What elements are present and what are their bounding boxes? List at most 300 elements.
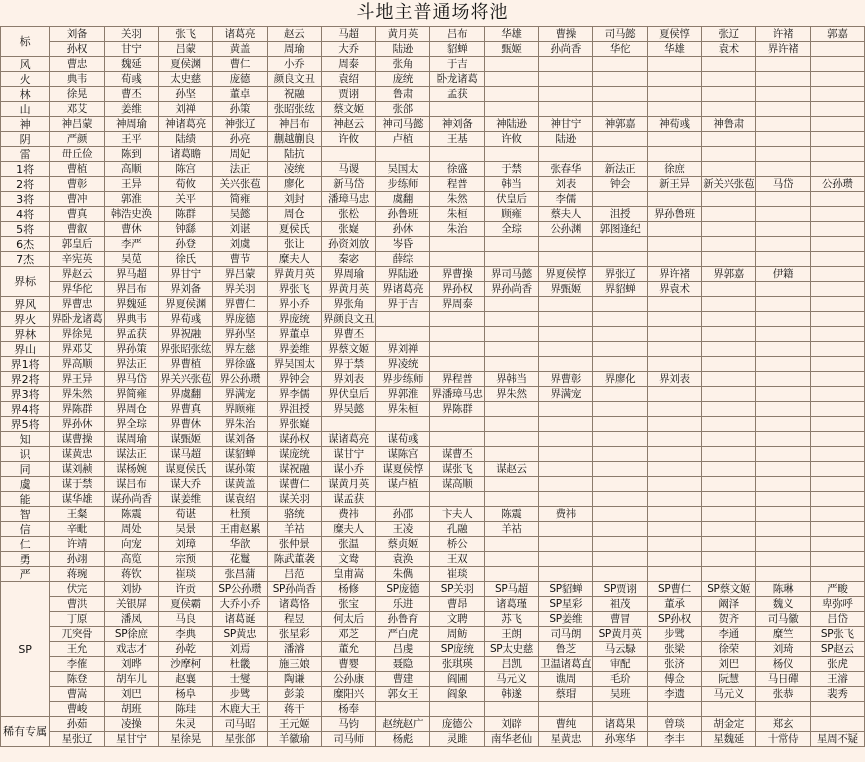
hero-cell: SP黄月英 — [593, 627, 647, 642]
hero-cell: 法正 — [213, 162, 267, 177]
hero-cell: 界满宠 — [539, 387, 593, 402]
hero-cell — [539, 297, 593, 312]
hero-cell — [702, 477, 756, 492]
hero-cell: 曹洪 — [50, 597, 104, 612]
hero-cell — [702, 162, 756, 177]
hero-cell — [810, 462, 864, 477]
hero-row — [1, 282, 865, 297]
hero-cell: 蒋干 — [267, 702, 321, 717]
hero-cell — [593, 387, 647, 402]
hero-cell — [810, 552, 864, 567]
hero-cell: 辛宪英 — [50, 252, 104, 267]
hero-cell: 谋赵云 — [484, 462, 538, 477]
hero-cell: 界黄月英 — [267, 267, 321, 282]
hero-cell — [484, 492, 538, 507]
hero-cell: 张宝 — [321, 597, 375, 612]
hero-row — [1, 87, 865, 102]
hero-cell: 谋曹丕 — [430, 447, 484, 462]
hero-row — [1, 297, 865, 312]
hero-cell: 谋孟获 — [321, 492, 375, 507]
hero-cell: 文聘 — [430, 612, 484, 627]
hero-cell: SP孙尚香 — [267, 582, 321, 597]
hero-cell — [484, 102, 538, 117]
hero-cell: 界钟会 — [267, 372, 321, 387]
hero-cell: 卫温诸葛直 — [540, 657, 592, 670]
hero-cell: SP关羽 — [430, 582, 484, 597]
hero-cell: 马谡 — [321, 162, 375, 177]
hero-cell: 星魏延 — [702, 732, 756, 747]
hero-cell: 裴秀 — [810, 687, 864, 702]
hero-cell: 王粲 — [50, 507, 104, 522]
hero-row — [1, 147, 865, 162]
hero-cell — [376, 327, 430, 342]
hero-cell: 刘备 — [50, 27, 104, 42]
hero-cell — [484, 552, 538, 567]
hero-cell: 凌统 — [267, 162, 321, 177]
hero-cell — [430, 342, 484, 357]
hero-cell: 关银屏 — [104, 597, 158, 612]
hero-cell — [756, 522, 810, 537]
hero-cell: 谋卢植 — [376, 477, 430, 492]
hero-cell: 花鬘 — [213, 552, 267, 567]
hero-cell: 辛毗 — [50, 522, 104, 537]
hero-cell: 孙翊 — [50, 552, 104, 567]
hero-cell: 糜夫人 — [321, 522, 375, 537]
hero-cell — [702, 102, 756, 117]
category-label: 勇 — [1, 552, 50, 567]
hero-cell: 张昭张纮 — [267, 102, 321, 117]
hero-cell — [593, 477, 647, 492]
category-label: 界火 — [1, 312, 50, 327]
hero-cell: 星徐晃 — [158, 732, 212, 747]
hero-cell — [593, 702, 647, 717]
hero-cell: 马钧 — [321, 717, 375, 732]
hero-row — [1, 732, 865, 747]
category-label: 知 — [1, 432, 50, 447]
hero-cell: 界曹丕 — [321, 327, 375, 342]
hero-cell: 羊祜 — [267, 522, 321, 537]
hero-cell: 司马师 — [321, 732, 375, 747]
hero-cell: 界曹忠 — [50, 297, 104, 312]
hero-cell — [647, 402, 701, 417]
hero-cell: 谋刘备 — [213, 432, 267, 447]
hero-cell: 界步练师 — [376, 372, 430, 387]
hero-cell: 界伏皇后 — [321, 387, 375, 402]
category-label: 智 — [1, 507, 50, 522]
category-label: 界5将 — [1, 417, 50, 432]
hero-cell — [810, 237, 864, 252]
hero-cell: 阮慧 — [702, 672, 756, 687]
hero-cell — [810, 537, 864, 552]
hero-cell — [702, 552, 756, 567]
hero-cell: 司马昭 — [213, 717, 267, 732]
hero-cell — [756, 282, 810, 297]
hero-cell — [647, 567, 701, 582]
category-label: 4将 — [1, 207, 50, 222]
hero-cell: 王平 — [104, 132, 158, 147]
hero-cell: 张角 — [376, 57, 430, 72]
hero-cell: 刘琦 — [756, 642, 810, 657]
hero-cell: 荀谌 — [158, 507, 212, 522]
hero-cell — [756, 477, 810, 492]
hero-cell: 李儒 — [539, 192, 593, 207]
hero-cell: 张梁 — [647, 642, 701, 657]
hero-cell: 骆统 — [267, 507, 321, 522]
hero-cell: 顾雍 — [484, 207, 538, 222]
hero-cell: 孙登 — [158, 237, 212, 252]
hero-cell: 界张嶷 — [267, 417, 321, 432]
hero-cell: 界孙尚香 — [484, 282, 538, 297]
hero-cell: 刘辟 — [484, 717, 538, 732]
hero-cell — [702, 282, 756, 297]
hero-cell — [647, 132, 701, 147]
hero-cell: 灵雎 — [430, 732, 484, 747]
hero-cell: 神吕蒙 — [50, 117, 104, 132]
hero-cell: 陈到 — [104, 147, 158, 162]
hero-cell — [702, 237, 756, 252]
hero-cell: 杜预 — [213, 507, 267, 522]
hero-cell: 胡班 — [104, 702, 158, 717]
hero-cell — [484, 312, 538, 327]
hero-cell: 十常侍 — [756, 732, 810, 747]
hero-row — [1, 72, 865, 87]
hero-cell: 谋祝融 — [267, 462, 321, 477]
hero-cell — [593, 147, 647, 162]
hero-cell: 曹建 — [376, 672, 430, 687]
hero-cell: 高览 — [104, 552, 158, 567]
hero-cell: 小乔 — [267, 57, 321, 72]
hero-row — [1, 702, 865, 717]
hero-cell: 孙策 — [213, 102, 267, 117]
hero-cell — [756, 162, 810, 177]
hero-cell — [756, 702, 810, 717]
hero-cell: SP黄忠 — [213, 627, 267, 642]
hero-cell: 界顾雍 — [213, 402, 267, 417]
hero-cell: 蔡贞姬 — [376, 537, 430, 552]
hero-row — [1, 522, 865, 537]
hero-cell — [484, 537, 538, 552]
hero-cell: 诸葛瞻 — [158, 147, 212, 162]
hero-cell: SP徐庶 — [104, 627, 158, 642]
category-label: 稀有专属 — [1, 717, 50, 747]
hero-cell — [593, 357, 647, 372]
category-label: 界2将 — [1, 372, 50, 387]
hero-cell: 黄月英 — [376, 27, 430, 42]
hero-cell: SP貂蝉 — [539, 582, 593, 597]
hero-cell: 星甘宁 — [104, 732, 158, 747]
hero-cell — [593, 522, 647, 537]
hero-row — [1, 477, 865, 492]
hero-cell: 伏完 — [50, 582, 104, 597]
hero-cell: 许靖 — [50, 537, 104, 552]
hero-cell: 宗预 — [158, 552, 212, 567]
hero-cell: 孙亮 — [213, 132, 267, 147]
hero-cell — [539, 342, 593, 357]
hero-cell — [647, 147, 701, 162]
hero-cell: 陈宫 — [158, 162, 212, 177]
hero-cell: 谋马超 — [158, 447, 212, 462]
hero-cell: 界朱桓 — [376, 402, 430, 417]
hero-cell: SP公孙瓒 — [213, 582, 267, 597]
hero-cell: 聂隐 — [376, 657, 430, 672]
hero-cell: 李典 — [158, 627, 212, 642]
hero-cell — [484, 447, 538, 462]
hero-cell: 曹冲 — [50, 192, 104, 207]
hero-cell: 界韩当 — [484, 372, 538, 387]
hero-cell: 界李儒 — [267, 387, 321, 402]
hero-cell: 吴苋 — [104, 252, 158, 267]
hero-cell: 朱桓 — [430, 207, 484, 222]
hero-cell: 孙休 — [376, 222, 430, 237]
hero-cell — [810, 477, 864, 492]
hero-cell: 陶谦 — [267, 672, 321, 687]
hero-cell — [539, 312, 593, 327]
hero-row — [1, 387, 865, 402]
hero-row — [1, 417, 865, 432]
hero-cell — [376, 702, 430, 717]
hero-cell — [593, 132, 647, 147]
hero-cell: 木鹿大王 — [213, 702, 267, 717]
hero-cell: 曹节 — [213, 252, 267, 267]
category-label: 5将 — [1, 222, 50, 237]
hero-cell: 鲁芝 — [539, 642, 593, 657]
hero-cell — [756, 552, 810, 567]
hero-cell: 吴班 — [593, 687, 647, 702]
hero-cell — [810, 207, 864, 222]
hero-cell — [756, 447, 810, 462]
hero-cell: 星黄忠 — [539, 732, 593, 747]
hero-cell — [593, 192, 647, 207]
hero-row — [1, 102, 865, 117]
hero-cell — [647, 192, 701, 207]
hero-cell: 界孙策 — [104, 342, 158, 357]
hero-cell — [647, 312, 701, 327]
hero-cell — [647, 357, 701, 372]
hero-cell — [593, 492, 647, 507]
hero-cell: 曹休 — [104, 222, 158, 237]
category-label: 信 — [1, 522, 50, 537]
hero-cell: 魏延 — [104, 57, 158, 72]
hero-cell: 费祎 — [321, 507, 375, 522]
hero-cell: 刘巴 — [702, 657, 756, 672]
hero-cell: 钟繇 — [158, 222, 212, 237]
category-label: 界标 — [1, 267, 50, 297]
hero-cell: SP马超 — [484, 582, 538, 597]
hero-cell — [756, 567, 810, 582]
hero-cell — [484, 327, 538, 342]
hero-cell: 王朗 — [484, 627, 538, 642]
hero-cell: 虞翻 — [376, 192, 430, 207]
hero-cell: 新王异 — [647, 177, 701, 192]
hero-cell: 阚泽 — [702, 597, 756, 612]
hero-cell — [376, 492, 430, 507]
hero-cell: 神郭嘉 — [593, 117, 647, 132]
hero-cell: 马日磾 — [756, 672, 810, 687]
hero-cell — [484, 432, 538, 447]
hero-cell — [756, 237, 810, 252]
hero-cell: 傅佥 — [647, 672, 701, 687]
hero-row — [1, 177, 865, 192]
hero-cell — [647, 537, 701, 552]
hero-cell: 士燮 — [213, 672, 267, 687]
hero-cell: 周处 — [104, 522, 158, 537]
category-label: 7杰 — [1, 252, 50, 267]
hero-cell — [702, 192, 756, 207]
hero-cell: 陈武董袭 — [267, 552, 321, 567]
hero-cell: 谋黄月英 — [321, 477, 375, 492]
hero-cell: 界诸葛亮 — [376, 282, 430, 297]
hero-cell: 关兴张苞 — [213, 177, 267, 192]
hero-cell: 界马超 — [104, 267, 158, 282]
hero-row — [1, 552, 865, 567]
hero-cell: 界刘表 — [647, 372, 701, 387]
hero-cell: 羊祜 — [484, 522, 538, 537]
hero-cell — [593, 327, 647, 342]
hero-cell: 马超 — [321, 27, 375, 42]
hero-cell — [810, 312, 864, 327]
hero-cell: 韩当 — [484, 177, 538, 192]
hero-cell: 界简雍 — [104, 387, 158, 402]
hero-row — [1, 372, 865, 387]
hero-cell — [593, 87, 647, 102]
hero-cell — [647, 387, 701, 402]
hero-row — [1, 537, 865, 552]
hero-cell: 孙邵 — [376, 507, 430, 522]
hero-cell: 界甄姬 — [539, 282, 593, 297]
hero-cell: 王元姬 — [267, 717, 321, 732]
hero-cell: 许攸 — [321, 132, 375, 147]
hero-cell: SP孙权 — [647, 612, 701, 627]
hero-cell — [430, 432, 484, 447]
hero-cell: 界张辽 — [593, 267, 647, 282]
hero-cell — [702, 72, 756, 87]
hero-cell: 薛综 — [376, 252, 430, 267]
hero-cell: 神周瑜 — [104, 117, 158, 132]
hero-cell: 界高顺 — [50, 357, 104, 372]
hero-cell: 潘濬 — [267, 642, 321, 657]
hero-cell: 星张辽 — [50, 732, 104, 747]
hero-cell: 太史慈 — [158, 72, 212, 87]
hero-cell: 文鸯 — [321, 552, 375, 567]
hero-cell: 王濬 — [810, 672, 864, 687]
hero-cell: 潘璋马忠 — [321, 192, 375, 207]
hero-cell: 夏侯渊 — [158, 57, 212, 72]
hero-cell — [702, 417, 756, 432]
hero-cell: 曹丕 — [104, 87, 158, 102]
hero-cell: 吕凯 — [484, 657, 538, 672]
hero-cell: 苏飞 — [484, 612, 538, 627]
hero-row — [1, 57, 865, 72]
hero-cell: 神甘宁 — [539, 117, 593, 132]
hero-cell — [702, 447, 756, 462]
hero-cell — [539, 447, 593, 462]
hero-cell: 界许褚 — [756, 42, 810, 57]
hero-cell: 界于禁 — [321, 357, 375, 372]
hero-cell: 朱灵 — [158, 717, 212, 732]
hero-cell: 谋张飞 — [430, 462, 484, 477]
hero-cell: 界左慈 — [213, 342, 267, 357]
hero-cell: 郭图逢纪 — [593, 222, 647, 237]
hero-cell: 界蔡文姬 — [321, 342, 375, 357]
hero-cell: 夏侯惇 — [647, 27, 701, 42]
hero-cell: 界程普 — [430, 372, 484, 387]
hero-cell: 孙尚香 — [539, 42, 593, 57]
hero-cell: 界孟获 — [104, 327, 158, 342]
hero-cell: 秦宓 — [321, 252, 375, 267]
hero-cell: 高顺 — [104, 162, 158, 177]
hero-cell — [756, 537, 810, 552]
hero-cell: 界祝融 — [158, 327, 212, 342]
hero-cell — [647, 237, 701, 252]
hero-row — [1, 462, 865, 477]
hero-cell: 谋夏侯惇 — [376, 462, 430, 477]
hero-cell: 孙茹 — [50, 717, 104, 732]
hero-row — [1, 447, 865, 462]
hero-cell: 曹纯 — [539, 717, 593, 732]
hero-cell — [702, 492, 756, 507]
hero-cell — [430, 312, 484, 327]
hero-cell: 谋刘赪 — [50, 462, 104, 477]
hero-cell: 程普 — [430, 177, 484, 192]
hero-cell: 神诸葛亮 — [158, 117, 212, 132]
hero-cell — [484, 297, 538, 312]
hero-cell: 谋姜维 — [158, 492, 212, 507]
hero-cell — [539, 237, 593, 252]
hero-cell — [702, 432, 756, 447]
hero-cell — [593, 237, 647, 252]
hero-cell — [810, 402, 864, 417]
hero-cell — [810, 192, 864, 207]
hero-cell — [647, 702, 701, 717]
hero-cell — [702, 402, 756, 417]
hero-cell: 曹操 — [539, 27, 593, 42]
hero-cell — [593, 432, 647, 447]
hero-cell — [756, 222, 810, 237]
category-label: 林 — [1, 87, 50, 102]
hero-cell: 王基 — [430, 132, 484, 147]
hero-cell — [756, 72, 810, 87]
hero-cell: 王允 — [50, 642, 104, 657]
hero-cell — [321, 147, 375, 162]
hero-cell: 界吕蒙 — [213, 267, 267, 282]
hero-cell: 于吉 — [430, 57, 484, 72]
hero-cell: 王双 — [430, 552, 484, 567]
hero-cell — [484, 417, 538, 432]
hero-cell: 阎圃 — [430, 672, 484, 687]
hero-cell: 祖茂 — [593, 597, 647, 612]
hero-cell: 吕范 — [267, 567, 321, 582]
hero-row — [1, 327, 865, 342]
hero-cell — [647, 102, 701, 117]
hero-cell: 界小乔 — [267, 297, 321, 312]
hero-cell — [702, 522, 756, 537]
hero-cell — [702, 537, 756, 552]
hero-cell: 曾琰 — [647, 717, 701, 732]
hero-cell: 界吴懿 — [321, 402, 375, 417]
hero-cell: 杜畿 — [213, 657, 267, 672]
hero-cell — [647, 87, 701, 102]
hero-cell — [810, 327, 864, 342]
hero-cell: 董允 — [321, 642, 375, 657]
hero-cell: 界陈群 — [430, 402, 484, 417]
hero-cell: 沙摩柯 — [158, 657, 212, 672]
hero-cell: 郭嘉 — [810, 27, 864, 42]
hero-cell: 司马徽 — [756, 612, 810, 627]
category-label: 阴 — [1, 132, 50, 147]
hero-cell: 胡金定 — [702, 717, 756, 732]
hero-cell: 曹植 — [50, 162, 104, 177]
hero-cell: 魏义 — [756, 597, 810, 612]
